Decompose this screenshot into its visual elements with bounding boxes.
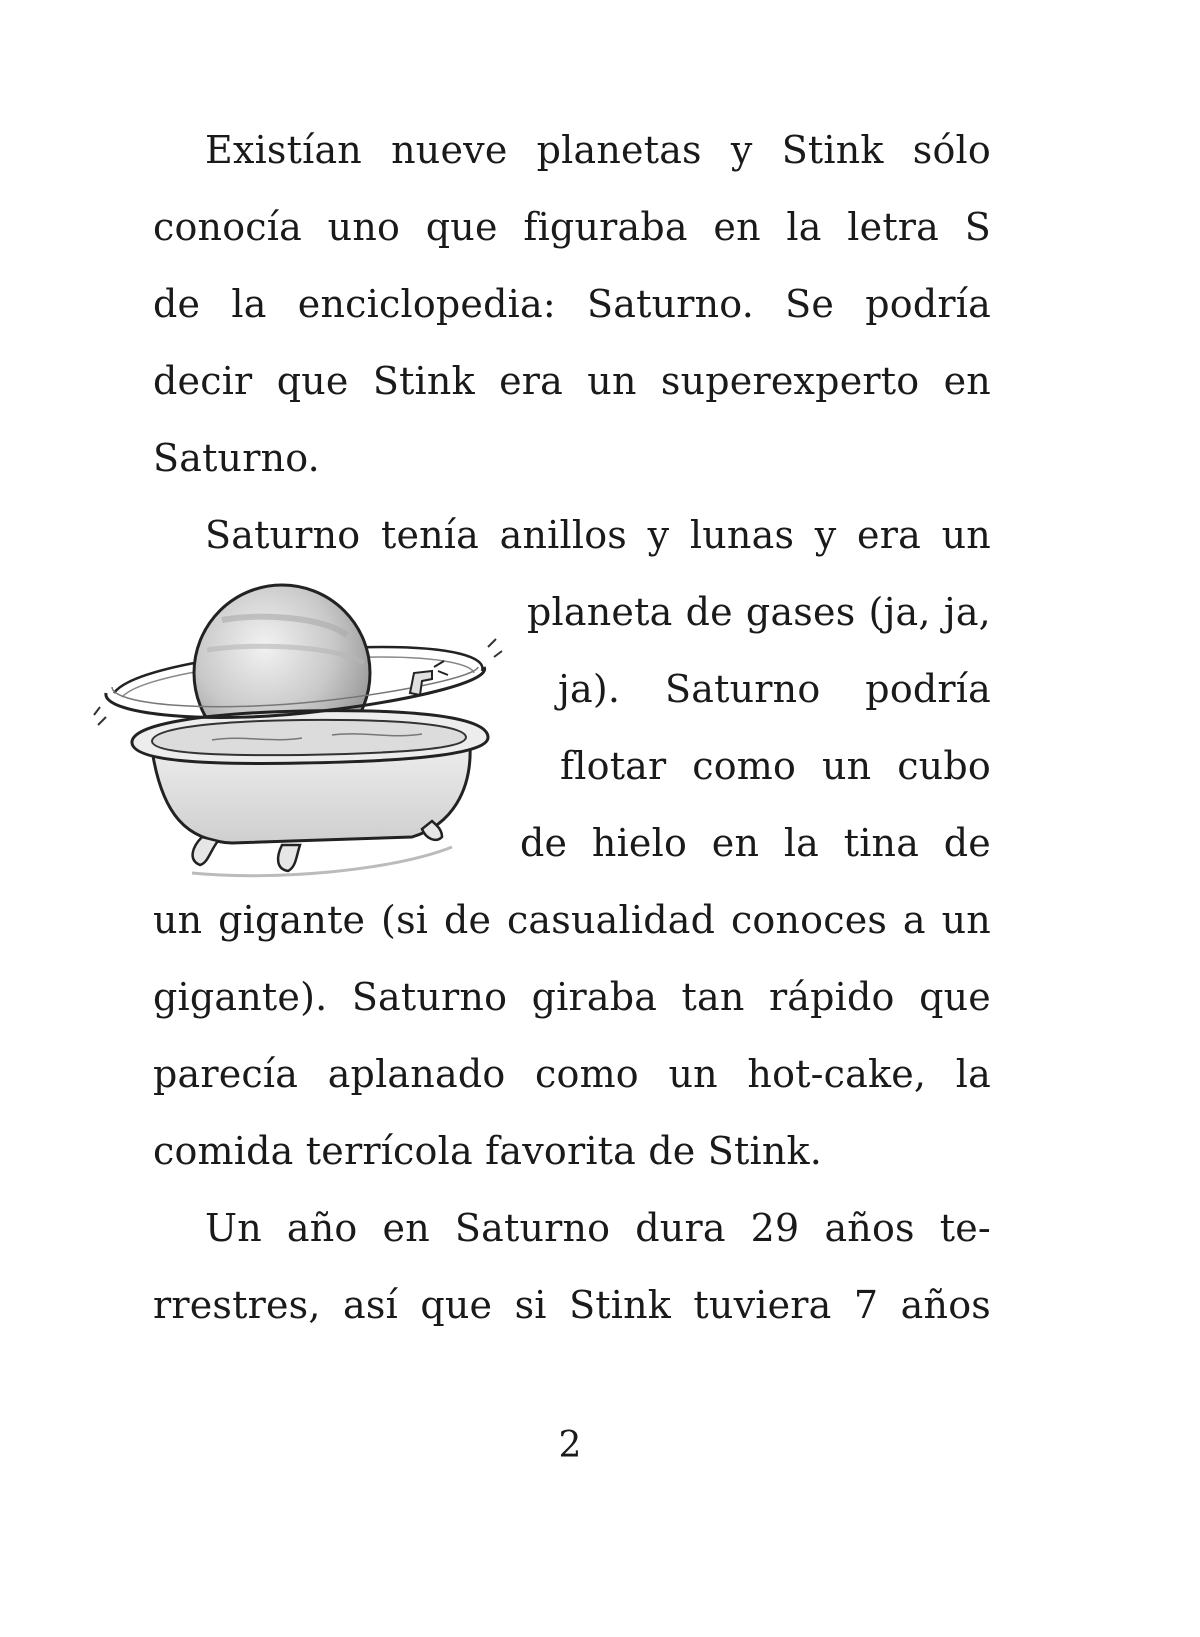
word: era [857,513,921,557]
word: en [382,1206,430,1250]
word: uno [327,205,401,249]
word: ja, [943,590,991,634]
word: años [824,1206,915,1250]
word: de [943,821,991,865]
word: y [647,513,670,557]
word: gigante). [153,975,328,1019]
tub-foot [278,845,300,871]
word: enciclopedia: [297,282,556,326]
word: tina [843,821,920,865]
word: conocía [153,205,303,249]
word: lunas [689,513,795,557]
word: Saturno [351,975,508,1019]
word: un [668,1052,718,1096]
word: en [711,821,760,865]
word: Existían [205,128,362,172]
word: si [514,1283,547,1327]
word: la [786,205,822,249]
word: Se [785,282,835,326]
text-line [527,589,991,635]
word: sólo [912,128,991,172]
word: de [685,590,733,634]
text-line: Saturno. [153,436,320,480]
text-line [205,127,991,173]
word: hielo [591,821,688,865]
word: planeta [527,590,673,634]
text-line [520,820,991,866]
word: la [231,282,267,326]
word: letra [847,205,940,249]
word: en [713,205,761,249]
word: figuraba [523,205,688,249]
word: la [955,1052,991,1096]
text-line [153,1051,991,1097]
page-number: 2 [558,1425,582,1466]
word: podría [865,282,991,326]
word: hot-cake, [747,1052,927,1096]
word: un [821,744,872,788]
word: gigante [218,898,366,942]
word: rápido [768,975,895,1019]
tub-foot [193,837,218,865]
word: Stink [781,128,884,172]
word: tuviera [693,1283,832,1327]
text-line [153,974,991,1020]
text-line [153,897,991,943]
word: un [941,513,991,557]
word: año [286,1206,358,1250]
word: que [276,359,349,403]
word: tenía [380,513,480,557]
word: de [520,821,568,865]
text-line [205,1205,991,1251]
word: (si [381,898,429,942]
word: de [153,282,201,326]
word: que [425,205,498,249]
text-line: comida terrícola favorita de Stink. [153,1129,823,1173]
word: Stink [372,359,475,403]
text-line [558,666,991,712]
word: planetas [536,128,702,172]
word: años [900,1283,991,1327]
word: la [783,821,820,865]
text-line [205,512,991,558]
word: de [443,898,492,942]
word: Saturno [454,1206,611,1250]
saturn-in-bathtub-illustration [92,575,512,885]
word: y [730,128,753,172]
word: cubo [897,744,991,788]
word: decir [153,359,253,403]
word: era [499,359,563,403]
text-line [560,743,991,789]
word: así [343,1283,398,1327]
word: un [941,898,991,942]
word: anillos [499,513,627,557]
word: Un [205,1206,262,1250]
word: 7 [853,1283,879,1327]
faucet-icon [410,671,432,695]
word: Stink [569,1283,672,1327]
word: gases [745,590,856,634]
word: superexperto [660,359,920,403]
text-line [153,281,991,327]
word: un [153,898,203,942]
word: nueve [391,128,508,172]
word: Saturno [665,667,821,711]
word: conoces [730,898,888,942]
word: Saturno. [587,282,754,326]
word: S [964,205,991,249]
text-line [153,358,991,404]
word: tan [681,975,745,1019]
text-line [153,204,991,250]
word: un [587,359,637,403]
word: rrestres, [153,1283,321,1327]
word: como [535,1052,639,1096]
word: que [420,1283,493,1327]
word: podría [865,667,991,711]
word: te- [939,1206,991,1250]
word: que [919,975,991,1019]
word: en [943,359,991,403]
word: y [814,513,837,557]
word: Saturno [205,513,361,557]
word: (ja, [868,590,931,634]
word: giraba [531,975,658,1019]
word: aplanado [327,1052,506,1096]
text-line [153,1282,991,1328]
word: como [692,744,797,788]
word: 29 [750,1206,800,1250]
word: flotar [560,744,667,788]
word: parecía [153,1052,299,1096]
word: casualidad [506,898,716,942]
word: ja). [558,667,621,711]
word: a [902,898,926,942]
word: dura [635,1206,726,1250]
